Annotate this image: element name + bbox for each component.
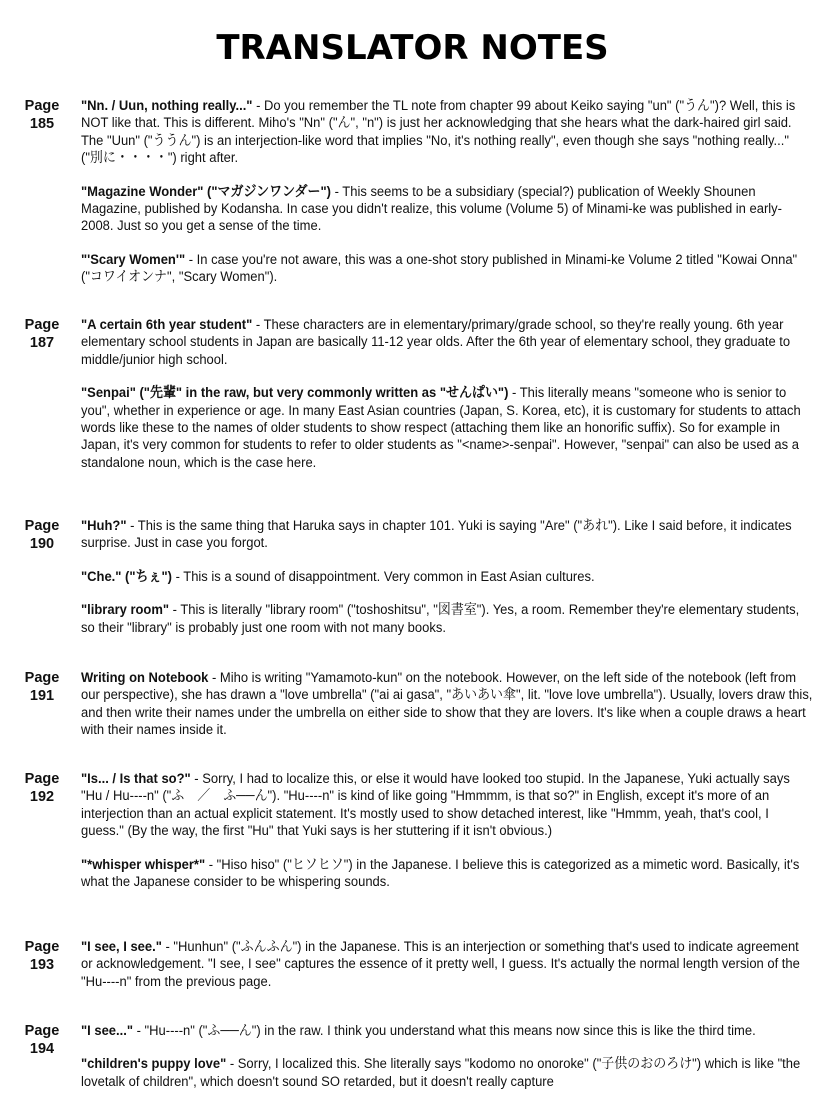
note-entry xyxy=(81,771,813,841)
note-entry xyxy=(81,317,813,369)
note-term: "Senpai" ("先輩" in the raw, but very commonly written as "せんぱい") xyxy=(81,385,509,402)
page-label xyxy=(22,939,62,974)
page-prefix: Page xyxy=(24,771,60,787)
note-term: "A certain 6th year student" xyxy=(81,317,253,333)
note-entry xyxy=(81,857,813,892)
note-term: "*whisper whisper*" xyxy=(81,856,206,873)
note-term: "Nn. / Uun, nothing really..." xyxy=(81,98,253,114)
note-text: - "Hu----n" ("ふ──ん") in the raw. I think you understand what this means now since this is like the third time. xyxy=(133,1023,756,1039)
note-entry xyxy=(81,670,813,740)
note-text: - This literally means "someone who is senior to you", whether in experience or age. In many East Asian countries (Japan, S. Korea, etc), it is customary for students to attach words like these to the names of older students to show respect (attaching them like an honorific suffix). So for example in Japan, it's very common for students to refer to older students as "<name>-senpai". However, "senpai" can also be used as a standalone noun, which is the case here. xyxy=(81,385,801,471)
note-term: "children's puppy love" xyxy=(81,1056,227,1073)
note-entry xyxy=(81,385,813,472)
note-text: - This is a sound of disappointment. Very common in East Asian cultures. xyxy=(171,568,595,585)
note-text: - "Hiso hiso" ("ヒソヒソ") in the Japanese. I believe this is categorized as a mimetic word. Basically, it's what the Japanese consider to be whispering sounds. xyxy=(81,856,800,891)
page-label xyxy=(22,98,62,133)
note-text: - This is the same thing that Haruka says in chapter 101. Yuki is saying "Are" ("あれ"). Like I said before, it indicates surprise. Just in case you forgot. xyxy=(81,518,792,552)
note-entry xyxy=(81,569,813,586)
note-text: - "Hunhun" ("ふんふん") in the Japanese. This is an interjection or something that's used to indicate agreement or acknowledgement. "I see, I see" captures the essence of it pretty well, I guess. It's actually the normal length version of the "Hu----n" from the previous page. xyxy=(81,939,800,990)
page-prefix: Page xyxy=(24,518,60,534)
note-text: - This is literally "library room" ("toshoshitsu", "図書室"). Yes, a room. Remember they're elementary students, so their "library" is probably just one room with not many books. xyxy=(81,602,800,636)
page-number: 185 xyxy=(29,115,55,132)
page-number: 191 xyxy=(29,687,55,704)
note-entry xyxy=(81,602,813,637)
note-term: "I see, I see." xyxy=(81,939,162,955)
note-term: "Is... / Is that so?" xyxy=(81,771,191,787)
page-number: 190 xyxy=(29,535,55,552)
page-label xyxy=(22,771,62,806)
note-term: "Che." ("ちぇ") xyxy=(81,568,172,585)
page-number: 194 xyxy=(29,1040,55,1057)
note-text: - Do you remember the TL note from chapter 99 about Keiko saying "un" ("うん")? Well, this is NOT like that. This is different. Miho's "Nn" ("ん", "n") is just her acknowledging that she hears what the dark-haired girl said. The "Uun" ("ううん") is an interjection-like word that implies "No, it's nothing really", even though she says "nothing really..." ("別に・・・・") right after. xyxy=(81,98,796,167)
note-text: - Sorry, I localized this. She literally says "kodomo no onoroke" ("子供のおのろけ") which is like "the lovetalk of children", which doesn't sound SO retarded, but it doesn't really capture xyxy=(81,1056,801,1090)
note-entry xyxy=(81,939,813,991)
note-text: - Miho is writing "Yamamoto-kun" on the notebook. However, on the left side of the notebook (left from our perspective), she has drawn a "love umbrella" ("ai ai gasa", "あいあい傘", lit. "love love umbrella"). Usually, lovers draw this, and then write their names under the umbrella on either side to show that they are lovers. It's like when a couple draws a heart with their names inside it. xyxy=(81,670,813,739)
note-entry xyxy=(81,1056,813,1091)
page-prefix: Page xyxy=(24,1023,60,1039)
page-number: 187 xyxy=(29,334,55,351)
page-label xyxy=(22,670,62,705)
note-entry xyxy=(81,252,813,287)
document-title: TRANSLATOR NOTES xyxy=(216,28,609,68)
page-label xyxy=(22,317,62,352)
note-term: "'Scary Women'" xyxy=(81,251,186,268)
page-prefix: Page xyxy=(24,939,60,955)
page-prefix: Page xyxy=(24,670,60,686)
note-entry xyxy=(81,184,813,236)
note-entry xyxy=(81,518,813,553)
note-term: "Huh?" xyxy=(81,518,127,534)
page-prefix: Page xyxy=(24,317,60,333)
note-text: - These characters are in elementary/primary/grade school, so they're really young. 6th year elementary school students in Japan are basically 11-12 year olds. After the 6th year of elementary school, they graduate to middle/junior high school. xyxy=(81,317,791,368)
note-text: - In case you're not aware, this was a one-shot story published in Minami-ke Volume 2 titled "Kowai Onna" ("コワイオンナ", "Scary Women"). xyxy=(81,251,798,286)
note-entry xyxy=(81,98,813,168)
page-label xyxy=(22,1023,62,1058)
note-entry xyxy=(81,1023,813,1040)
page-label xyxy=(22,518,62,553)
page-prefix: Page xyxy=(24,98,60,114)
note-term: "I see..." xyxy=(81,1023,134,1039)
page-number: 192 xyxy=(29,788,55,805)
note-term: "Magazine Wonder" ("マガジンワンダー") xyxy=(81,183,332,200)
note-text: - This seems to be a subsidiary (special?) publication of Weekly Shounen Magazine, published by Kodansha. In case you didn't realize, this volume (Volume 5) of Minami-ke was published in early-2008. Just so you get a sense of the time. xyxy=(81,183,782,235)
note-term: "library room" xyxy=(81,602,170,619)
note-term: Writing on Notebook xyxy=(81,670,209,686)
page-number: 193 xyxy=(29,956,55,973)
note-text: - Sorry, I had to localize this, or else it would have looked too stupid. In the Japanese, Yuki actually says "Hu / Hu----n" ("ふ ／ ふ──ん"). "Hu----n" is kind of like going "Hmmmm, is that so?" in English, except it's more of an interjection than an actual explicit statement. It's mostly used to show detached interest, like "Hmmm, yeah, that's cool, I guess." (By the way, the first "Hu" that Yuki says is her stuttering if it isn't obvious.) xyxy=(81,771,790,840)
